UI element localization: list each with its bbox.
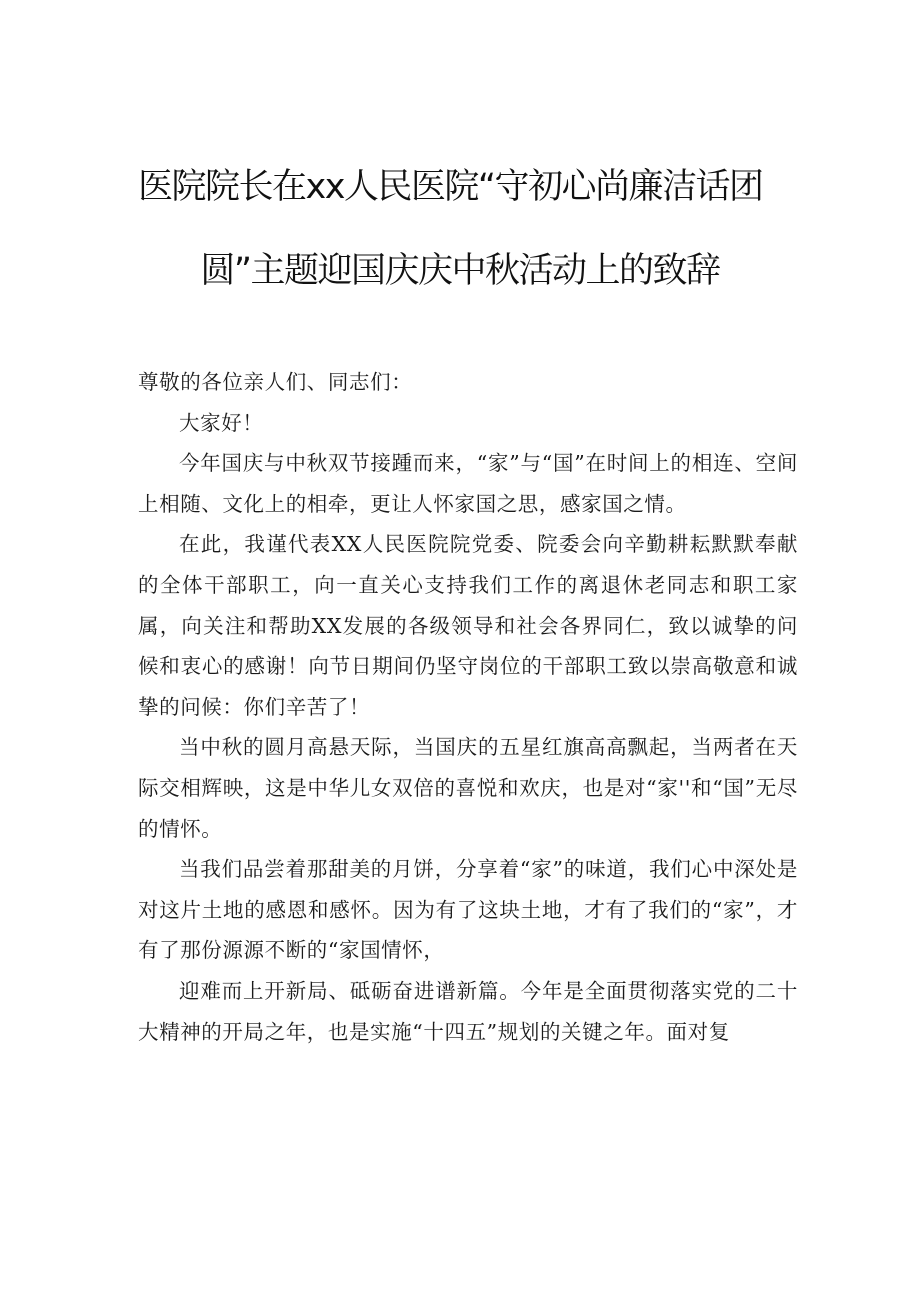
paragraph-double-festival: 今年国庆与中秋双节接踵而来，“家”与“国”在时间上的相连、空间上相随、文化上的相牵，更让人怀家国之思，感家国之情。 [138,451,798,516]
paragraph-mooncake: 当我们品尝着那甜美的月饼，分享着“家”的味道，我们心中深处是对这片土地的感恩和感怀。因为有了这块土地，才有了我们的“家”，才有了那份源源不断的“家国情怀， [138,857,798,963]
document-title-line-2: 圆”主题迎国庆庆中秋活动上的致辞 [200,251,720,291]
paragraph-new-chapter: 迎难而上开新局、砥砺奋进谱新篇。今年是全面贯彻落实党的二十大精神的开局之年，也是实施“十四五”规划的关键之年。面对复 [138,978,798,1044]
document-body [138,362,798,1052]
paragraph-greeting: 大家好！ [179,410,264,435]
document-title-line-1: 医院院长在xx人民医院“守初心尚廉洁话团 [138,167,763,207]
paragraph-moon-and-flag: 当中秋的圆月高悬天际，当国庆的五星红旗高高飘起，当两者在天际交相辉映，这是中华儿女双倍的喜悦和欢庆，也是对“家''和“国”无尽的情怀。 [138,735,798,841]
paragraph-thanks: 在此，我谨代表XX人民医院院党委、院委会向辛勤耕耘默默奉献的全体干部职工，向一直关心支持我们工作的离退休老同志和职工家属，向关注和帮助XX发展的各级领导和社会各界同仁，致以诚挚的问候和衷心的感谢！向节日期间仍坚守岗位的干部职工致以崇高敬意和诚挚的问候：你们辛苦了！ [138,532,798,719]
salutation: 尊敬的各位亲人们、同志们： [138,370,413,394]
